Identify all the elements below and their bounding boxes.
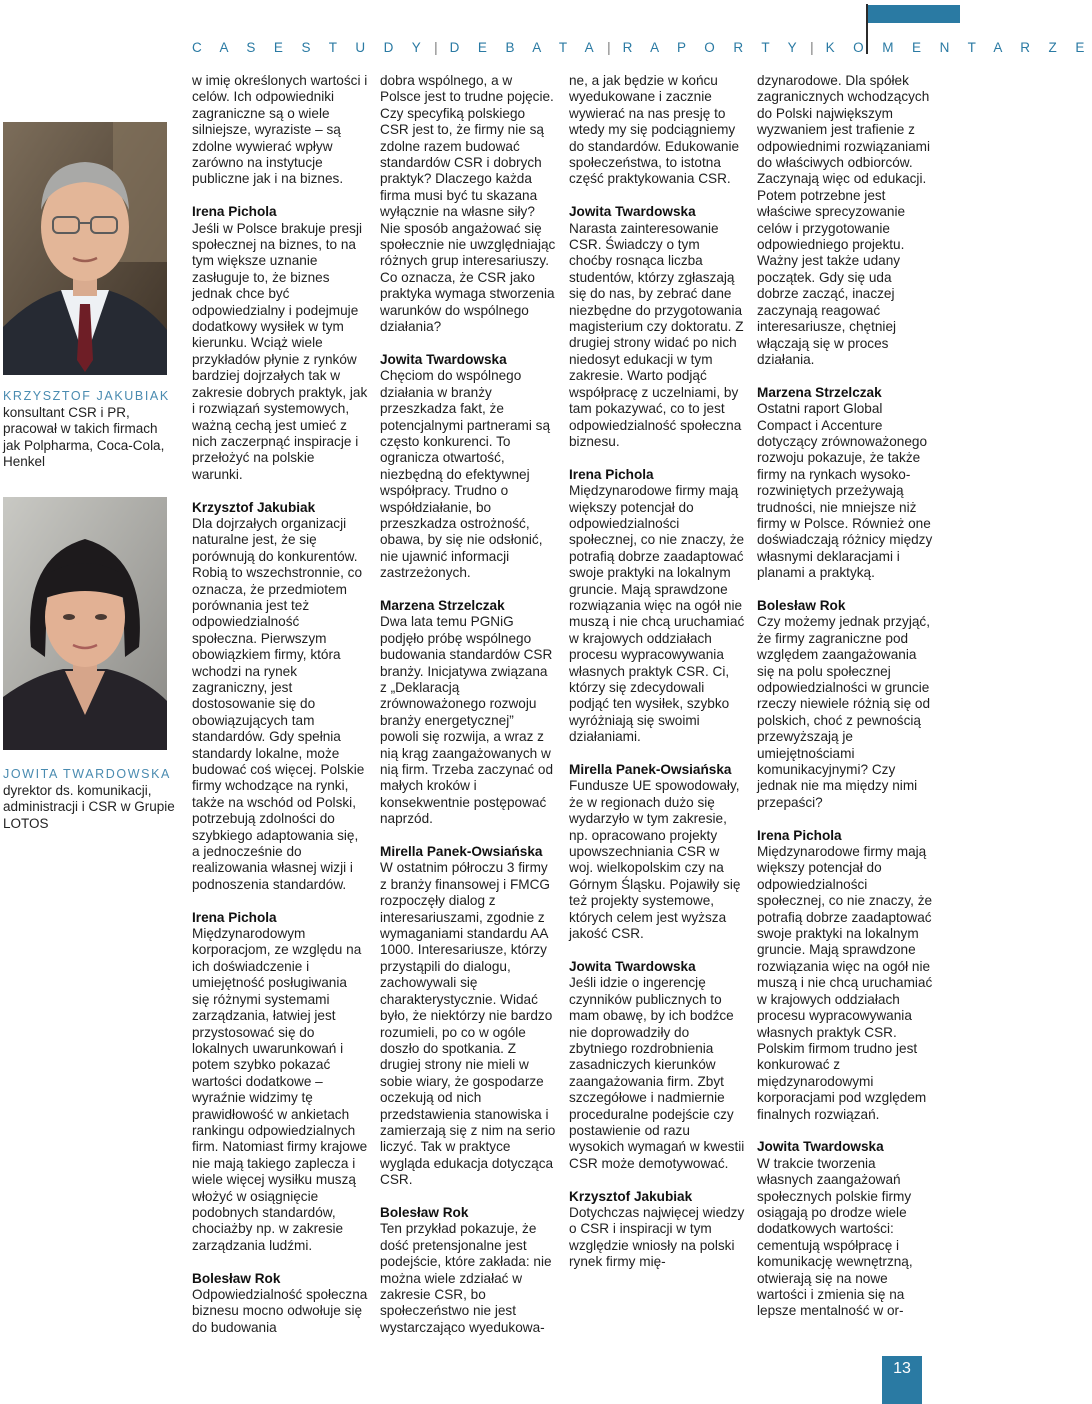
portrait-photo [3, 122, 167, 375]
paragraph-text: Narasta zainteresowanie CSR. Świadczy o tym choćby rosnąca liczba studentów, którzy zgłaszają się do nas, by zebrać dane niezbędne do przygotowania magisterium czy doktoratu. Z drugiej strony widać po nich niedosyt edukacji w tym zakresie. Warto podjąć współpracę z uczelniami, by tam pokazywać, co to jest odpowiedzialność społeczna biznesu. [569, 220, 744, 449]
paragraph [192, 910, 368, 1255]
paragraph-text: Chęciom do wspólnego działania w branży przeszkadza fakt, że potencjalnymi partnerami są często konkurenci. To ogranicza otwartość, niezbędną do efektywnej współpracy. Trudno o współdziałanie, bo przeszkadza ostrożność, obawa, by się nie odsłonić, nie ujawnić informacji zastrzeżonych. [380, 368, 551, 581]
paragraph [380, 1205, 556, 1336]
nav-separator: | [434, 40, 438, 55]
paragraph [569, 204, 745, 450]
paragraph-text: w imię określonych wartości i celów. Ich odpowiedniki zagraniczne są o wiele silniejsze, wyraziste – są zdolne wywierać wpływ zarówno na instytucje publiczne jak i na biznes. [192, 73, 368, 187]
nav-separator: | [810, 40, 814, 55]
speaker-name: Mirella Panek-Owsiańska [569, 762, 732, 778]
paragraph-text: dzynarodowe. Dla spółek zagranicznych wchodzących do Polski największym wyzwaniem jest trafienie z odpowiednimi rozwiązaniami do właściwych odbiorców. Zaczynają więc od edukacji. Potem potrzebne jest właściwe sprecyzowanie celów i przygotowanie odpowiedniego projektu. Ważny jest także udany początek. Gdy się uda dobrze zacząć, inaczej zaczynają reagować interesariusze, chętniej włączają się w proces działania. [757, 73, 931, 367]
person-role: konsultant CSR i PR, pracował w takich firmach jak Polpharma, Coca-Cola, Henkel [3, 404, 165, 469]
speaker-name: Bolesław Rok [192, 1270, 281, 1286]
paragraph [757, 1139, 933, 1319]
paragraph-text: Międzynarodowym korporacjom, ze względu na ich doświadczenie i umiejętność posługiwania się różnymi systemami zarządzania, łatwiej jest przystosować się do lokalnych uwarunkowań i potem szybko pokazać wartości dodatkowe – wyraźnie widzimy tę prawidłowość w ankietach rankingu odpowiedzialnych firm. Natomiast firmy krajowe nie mają takiego zaplecza i wiele więcej wysiłku muszą włożyć w osiągnięcie podobnych standardów, chociażby np. w zakresie zarządzania ludźmi. [192, 926, 368, 1253]
text-column-3 [569, 73, 745, 1287]
paragraph [569, 1189, 745, 1271]
paragraph-text: Dla dojrzałych organizacji naturalne jest, że się porównują do konkurentów. Robią to wszechstronnie, co oznacza, że przedmiotem porównania jest też odpowiedzialność społeczna. Pierwszym obowiązkiem firmy, która wchodzi na rynek zagraniczny, jest dostosowanie się do obowiązujących tam standardów. Gdy spełnia standardy lokalne, może budować coś więcej. Polskie firmy wchodzące na rynki, także na wschód od Polski, potrzebują zdolności do szybkiego adaptowania się, a jednocześnie do realizowania własnej wizji i podnoszenia standardów. [192, 515, 365, 892]
paragraph [192, 204, 368, 483]
header-accent-bar [868, 5, 960, 23]
speaker-name: Jowita Twardowska [569, 958, 696, 974]
speaker-name: Krzysztof Jakubiak [569, 1188, 693, 1204]
paragraph-text: Dotychczas najwięcej wiedzy o CSR i inspiracji w tym względzie wniosły na polski rynek firmy mię- [569, 1204, 745, 1270]
paragraph [757, 385, 933, 582]
paragraph-text: W ostatnim półroczu 3 firmy z branży finansowej i FMCG rozpoczęły dialog z interesariuszami, zgodnie z wymaganiami standardu AA 1000. Interesariusze, którzy przystąpili do dialogu, zachowywali się charakterystycznie. Widać było, że niektórzy nie bardzo rozumieli, po co w ogóle doszło do spotkania. Z drugiej strony nie mieli w sobie wiary, że gospodarze oczekują od nich przedstawienia stanowiska i zamierzają się z nim na serio liczyć. Tak w praktyce wygląda edukacja dotycząca CSR. [380, 860, 556, 1188]
paragraph-text: Dwa lata temu PGNiG podjęło próbę wspólnego budowania standardów CSR branży. Inicjatywa związana z „Deklaracją zrównoważonego rozwoju branży energetycznej” powoli się rozwija, a wraz z nią krąg zaangażowanych w nią firm. Trzeba zaczynać od małych kroków i konsekwentnie postępować naprzód. [380, 614, 554, 827]
paragraph [757, 73, 933, 368]
text-column-2 [380, 73, 556, 1353]
paragraph [380, 73, 556, 336]
paragraph-text: ne, a jak będzie w końcu wyedukowane i zacznie wywierać na nas presję to wtedy my się podciągniemy do standardów. Edukowanie społeczeństwa, to istotna część praktykowania CSR. [569, 73, 740, 187]
paragraph [569, 959, 745, 1172]
paragraph-text: Odpowiedzialność społeczna biznesu mocno odwołuje się do budowania [192, 1287, 368, 1335]
speaker-name: Marzena Strzelczak [380, 597, 505, 613]
speaker-name: Jowita Twardowska [569, 204, 696, 220]
speaker-name: Mirella Panek-Owsiańska [380, 844, 543, 860]
paragraph-text: dobra wspólnego, a w Polsce jest to trudne pojęcie. Czy specyfiką polskiego CSR jest to, że firmy nie są zdolne razem budować standardów CSR i dobrych praktyk? Dlaczego każda firma musi być tu skazana wyłącznie na własne siły? Nie sposób angażować się społecznie nie uwzględniając różnych grup interesariuszy. Co oznacza, że CSR jako praktyka wymaga stworzenia warunków do wspólnego działania? [380, 73, 556, 335]
paragraph [569, 73, 745, 188]
paragraph [380, 844, 556, 1189]
paragraph-text: W trakcie tworzenia własnych zaangażowań społecznych polskie firmy osiągają po drodze wiele dodatkowych wartości: cementują współpracę i komunikację wewnętrzną, otwierają się na nowe wartości i zmienia się na lepsze mentalność w or- [757, 1155, 913, 1319]
text-column-4 [757, 73, 933, 1336]
speaker-name: Irena Pichola [569, 466, 654, 482]
paragraph [569, 467, 745, 746]
nav-case-study[interactable]: C A S E S T U D Y [192, 40, 429, 55]
paragraph [192, 1271, 368, 1337]
speaker-name: Irena Pichola [192, 204, 277, 220]
paragraph [569, 762, 745, 942]
speaker-name: Marzena Strzelczak [757, 384, 882, 400]
portrait-photo [3, 497, 167, 750]
speaker-name: Krzysztof Jakubiak [192, 499, 316, 515]
person-caption [3, 388, 175, 471]
paragraph [192, 73, 368, 188]
person-name: JOWITA TWARDOWSKA [3, 767, 171, 781]
person-role: dyrektor ds. komunikacji, administracji i CSR w Grupie LOTOS [3, 782, 175, 831]
paragraph-text: Ten przykład pokazuje, że dość pretensjonalne jest podejście, które zakłada: nie można wiele zdziałać w zakresie CSR, bo społeczeństwo nie jest wystarczająco wyedukowa- [380, 1221, 552, 1335]
speaker-name: Jowita Twardowska [380, 351, 507, 367]
paragraph-text: Czy możemy jednak przyjąć, że firmy zagraniczne pod względem zaangażowania się na polu społecznej odpowiedzialności w gruncie rzeczy niewiele różnią się od polskich, choć z pewnością przewyższają je umiejętnościami komunikacyjnymi? Czy jednak nie ma między nimi przepaści? [757, 614, 931, 810]
nav-komentarze[interactable]: K O M E N T A R Z E [825, 40, 1092, 55]
paragraph-text: Fundusze UE spowodowały, że w regionach dużo się wydarzyło w tym zakresie, np. opracowano projekty upowszechniania CSR w woj. wielkopolskim czy na Górnym Śląsku. Pojawiły się też projekty systemowe, których celem jest wyższa jakość CSR. [569, 778, 741, 942]
paragraph-text: Jeśli idzie o ingerencję czynników publicznych to mam obawę, by ich bodźce nie doprowadziły do zbytniego rozdrobnienia zasadniczych kierunków zaangażowania firm. Zbyt szczegółowe i nadmiernie proceduralne podejście czy postawienie od razu wysokich wymagań w kwestii CSR może demotywować. [569, 975, 745, 1171]
text-column-1 [192, 73, 368, 1353]
paragraph-text: Międzynarodowe firmy mają większy potencjał do odpowiedzialności społecznej, co nie znaczy, że potrafią dobrze zaadaptować swoje praktyki na lokalnym gruncie. Mają sprawdzone rozwiązania więc na ogół nie muszą i nie chcą uruchamiać w krajowych oddziałach procesu wypracowywania własnych praktyk CSR. Polskim firmom trudno jest konkurować z międzynarodowymi korporacjami pod względem finalnych rozwiązań. [757, 844, 933, 1122]
paragraph [192, 500, 368, 894]
speaker-name: Bolesław Rok [380, 1204, 469, 1220]
speaker-name: Irena Pichola [192, 909, 277, 925]
paragraph [380, 352, 556, 582]
person-caption [3, 766, 175, 832]
section-nav [192, 40, 1092, 55]
paragraph-text: Jeśli w Polsce brakuje presji społecznej na biznes, to na tym większe uznanie zasługuje to, że biznes jednak chce być odpowiedzialny i podejmuje dodatkowy wysiłek w tym kierunku. Wciąż wiele przykładów płynie z rynków bardziej dojrzałych tak w zakresie dobrych praktyk, jak i rozwiązań systemowych, ważną cechą jest umieć z nich zaczerpnąć inspiracje i przełożyć na polskie warunki. [192, 220, 368, 482]
speaker-name: Irena Pichola [757, 827, 842, 843]
nav-debata[interactable]: D E B A T A [449, 40, 602, 55]
paragraph-text: Ostatni raport Global Compact i Accenture dotyczący zrównoważonego rozwoju pokazuje, że także firmy na rynkach wysoko-rozwiniętych przeżywają trudności, nie mniejsze niż firmy w Polsce. Również one doświadczają różnicy między własnymi deklaracjami i planami a praktyką. [757, 401, 933, 581]
paragraph [757, 828, 933, 1123]
nav-separator: | [607, 40, 611, 55]
nav-raporty[interactable]: R A P O R T Y [622, 40, 805, 55]
speaker-name: Jowita Twardowska [757, 1139, 884, 1155]
speaker-name: Bolesław Rok [757, 597, 846, 613]
paragraph-text: Międzynarodowe firmy mają większy potencjał do odpowiedzialności społecznej, co nie znaczy, że potrafią dobrze zaadaptować swoje praktyki na lokalnym gruncie. Mają sprawdzone rozwiązania więc na ogół nie muszą i nie chcą uruchamiać w krajowych oddziałach procesu wypracowywania własnych praktyk CSR. Ci, którzy się zdecydowali podjąć ten wysiłek, szybko wyróżniają się swoimi działaniami. [569, 483, 745, 745]
person-name: KRZYSZTOF JAKUBIAK [3, 389, 170, 403]
page-number: 13 [882, 1356, 922, 1404]
paragraph [380, 598, 556, 828]
paragraph [757, 598, 933, 811]
